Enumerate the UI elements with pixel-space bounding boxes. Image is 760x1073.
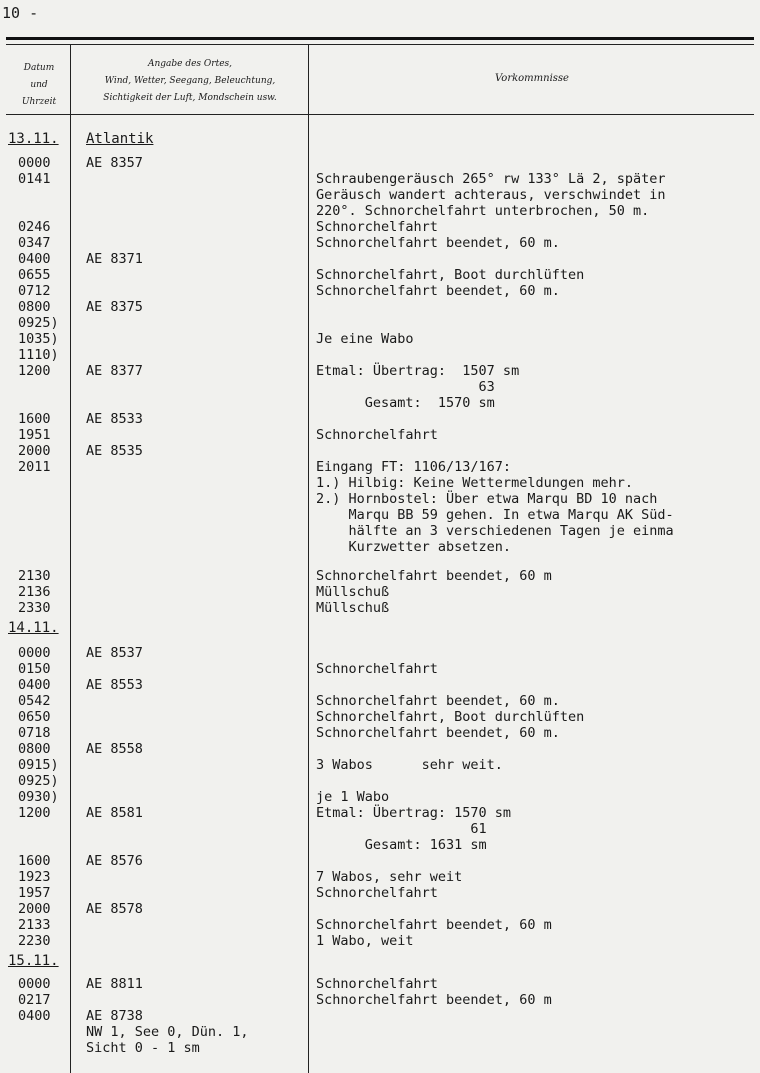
event-cell: Schnorchelfahrt, Boot durchlüften: [316, 709, 585, 725]
event-cell: Schnorchelfahrt beendet, 60 m.: [316, 725, 560, 741]
header-rule: [6, 114, 754, 115]
top-rule: [6, 37, 754, 40]
time-cell: 0925): [18, 773, 59, 789]
place-cell: AE 8535: [86, 443, 143, 459]
event-cell: Schnorchelfahrt: [316, 427, 438, 443]
time-cell: 1600: [18, 411, 51, 427]
time-cell: 0150: [18, 661, 51, 677]
event-cell: Etmal: Übertrag: 1507 sm: [316, 363, 520, 379]
sea-area-title: Atlantik: [86, 131, 154, 147]
event-cell: Schnorchelfahrt: [316, 219, 438, 235]
place-cell: AE 8811: [86, 976, 143, 992]
event-cell: Je eine Wabo: [316, 331, 414, 347]
event-cell: Schnorchelfahrt: [316, 976, 438, 992]
time-cell: 0400: [18, 677, 51, 693]
time-cell: 0000: [18, 645, 51, 661]
time-cell: 0217: [18, 992, 51, 1008]
event-cell: Schnorchelfahrt: [316, 885, 438, 901]
event-cell: Schnorchelfahrt: [316, 661, 438, 677]
time-cell: 0347: [18, 235, 51, 251]
time-cell: 1957: [18, 885, 51, 901]
event-cell: Müllschuß: [316, 600, 390, 616]
time-cell: 1200: [18, 805, 51, 821]
time-cell: 2133: [18, 917, 51, 933]
event-cell: 63: [316, 379, 495, 395]
place-cell: AE 8576: [86, 853, 143, 869]
event-cell: Müllschuß: [316, 584, 390, 600]
time-cell: 0650: [18, 709, 51, 725]
column-divider: [70, 44, 71, 1073]
event-cell: Eingang FT: 1106/13/167:: [316, 459, 512, 475]
event-cell: Schnorchelfahrt beendet, 60 m.: [316, 283, 560, 299]
time-cell: 0655: [18, 267, 51, 283]
place-cell: AE 8377: [86, 363, 143, 379]
time-cell: 2136: [18, 584, 51, 600]
place-cell: AE 8578: [86, 901, 143, 917]
time-cell: 0712: [18, 283, 51, 299]
time-cell: 0246: [18, 219, 51, 235]
time-cell: 0400: [18, 251, 51, 267]
time-cell: 2130: [18, 568, 51, 584]
event-cell: Kurzwetter absetzen.: [316, 539, 512, 555]
event-cell: Schnorchelfahrt beendet, 60 m: [316, 992, 552, 1008]
time-cell: 0915): [18, 757, 59, 773]
time-cell: 2330: [18, 600, 51, 616]
event-cell: 7 Wabos, sehr weit: [316, 869, 463, 885]
place-cell: AE 8738: [86, 1008, 143, 1024]
event-cell: Schnorchelfahrt beendet, 60 m: [316, 568, 552, 584]
time-cell: 0925): [18, 315, 59, 331]
place-cell: AE 8553: [86, 677, 143, 693]
top-rule-thin: [6, 44, 754, 45]
page-number: 10 -: [2, 4, 39, 22]
time-cell: 2000: [18, 443, 51, 459]
header-place-column: Angabe des Ortes, Wind, Wetter, Seegang, Beleuchtung, Sichtigkeit der Luft, Mondschein usw.: [103, 59, 277, 103]
place-cell: NW 1, See 0, Dün. 1,: [86, 1024, 249, 1040]
date-heading: 14.11.: [8, 620, 59, 636]
time-cell: 1951: [18, 427, 51, 443]
event-cell: 1 Wabo, weit: [316, 933, 414, 949]
event-cell: Gesamt: 1570 sm: [316, 395, 495, 411]
place-cell: AE 8533: [86, 411, 143, 427]
time-cell: 1600: [18, 853, 51, 869]
event-cell: Geräusch wandert achteraus, verschwindet in: [316, 187, 666, 203]
event-cell: Gesamt: 1631 sm: [316, 837, 487, 853]
header-events-column: Vorkommnisse: [495, 73, 569, 84]
time-cell: 0542: [18, 693, 51, 709]
date-heading: 15.11.: [8, 953, 59, 969]
place-cell: AE 8375: [86, 299, 143, 315]
time-cell: 0800: [18, 299, 51, 315]
place-cell: AE 8581: [86, 805, 143, 821]
event-cell: je 1 Wabo: [316, 789, 390, 805]
event-cell: Schnorchelfahrt beendet, 60 m.: [316, 693, 560, 709]
time-cell: 0400: [18, 1008, 51, 1024]
event-cell: Marqu BB 59 gehen. In etwa Marqu AK Süd-: [316, 507, 674, 523]
event-cell: Schnorchelfahrt, Boot durchlüften: [316, 267, 585, 283]
time-cell: 2011: [18, 459, 51, 475]
event-cell: Schraubengeräusch 265° rw 133° Lä 2, später: [316, 171, 666, 187]
time-cell: 1110): [18, 347, 59, 363]
time-cell: 0718: [18, 725, 51, 741]
event-cell: 61: [316, 821, 487, 837]
time-cell: 1923: [18, 869, 51, 885]
place-cell: AE 8537: [86, 645, 143, 661]
event-cell: Schnorchelfahrt beendet, 60 m.: [316, 235, 560, 251]
event-cell: 220°. Schnorchelfahrt unterbrochen, 50 m.: [316, 203, 650, 219]
event-cell: 3 Wabos sehr weit.: [316, 757, 503, 773]
event-cell: Etmal: Übertrag: 1570 sm: [316, 805, 512, 821]
column-divider: [308, 44, 309, 1073]
date-heading: 13.11.: [8, 131, 59, 147]
event-cell: Schnorchelfahrt beendet, 60 m: [316, 917, 552, 933]
header-date-column: Datum und Uhrzeit: [21, 63, 57, 107]
time-cell: 0000: [18, 155, 51, 171]
time-cell: 0800: [18, 741, 51, 757]
time-cell: 0000: [18, 976, 51, 992]
event-cell: hälfte an 3 verschiedenen Tagen je einma: [316, 523, 674, 539]
place-cell: Sicht 0 - 1 sm: [86, 1040, 200, 1056]
time-cell: 0141: [18, 171, 51, 187]
event-cell: 2.) Hornbostel: Über etwa Marqu BD 10 nach: [316, 491, 658, 507]
event-cell: 1.) Hilbig: Keine Wettermeldungen mehr.: [316, 475, 633, 491]
time-cell: 0930): [18, 789, 59, 805]
time-cell: 1200: [18, 363, 51, 379]
time-cell: 2000: [18, 901, 51, 917]
place-cell: AE 8371: [86, 251, 143, 267]
time-cell: 1035): [18, 331, 59, 347]
time-cell: 2230: [18, 933, 51, 949]
place-cell: AE 8558: [86, 741, 143, 757]
place-cell: AE 8357: [86, 155, 143, 171]
